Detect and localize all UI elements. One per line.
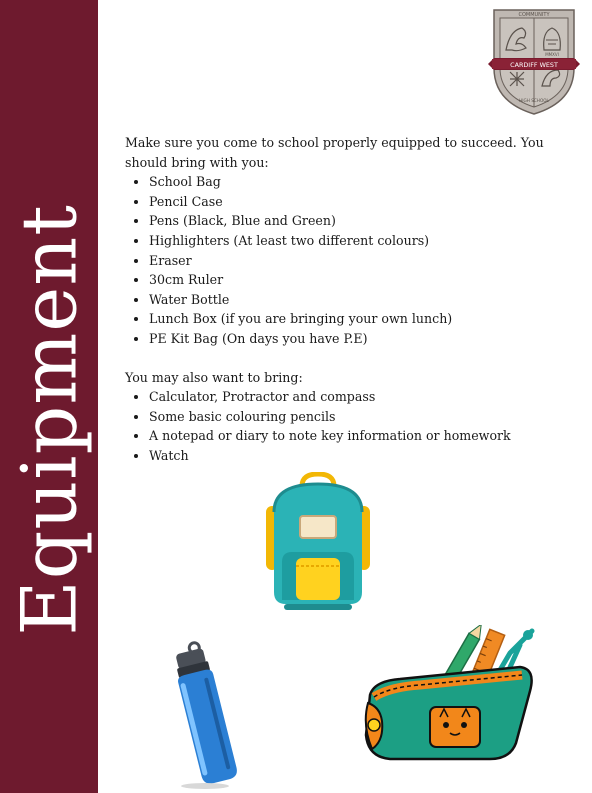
content — [125, 133, 580, 466]
sidebar — [0, 0, 98, 793]
list-item: • Highlighters (At least two different colours) — [149, 231, 580, 251]
required-items-list — [125, 172, 580, 348]
school-crest-logo — [488, 6, 580, 118]
list-item: • A notepad or diary to note key information or homework — [149, 426, 580, 446]
list-item: • Watch — [149, 446, 580, 466]
water-bottle-icon — [165, 640, 255, 790]
list-item: • Water Bottle — [149, 290, 580, 310]
list-item: • School Bag — [149, 172, 580, 192]
list-item: • Pencil Case — [149, 192, 580, 212]
list-item: • Some basic colouring pencils — [149, 407, 580, 427]
list-item: • Lunch Box (if you are bringing your own lunch) — [149, 309, 580, 329]
pencil-case-icon — [360, 625, 538, 765]
school-bag-icon — [262, 472, 374, 612]
optional-intro-text: You may also want to bring: — [125, 369, 303, 385]
list-item: • Eraser — [149, 251, 580, 271]
crest-banner-text: CARDIFF WEST — [510, 61, 558, 69]
list-item: • PE Kit Bag (On days you have P.E) — [149, 329, 580, 349]
crest-year-text: MMXVI — [545, 52, 559, 57]
crest-bottom-text: HIGH SCHOOL — [519, 98, 549, 103]
list-item: • Calculator, Protractor and compass — [149, 387, 580, 407]
crest-top-text: COMMUNITY — [518, 12, 550, 18]
intro-text: Make sure you come to school properly equipped to succeed. You should bring with you: — [125, 135, 544, 170]
page-title: Equipment — [4, 204, 94, 636]
list-item: • 30cm Ruler — [149, 270, 580, 290]
optional-items-list — [125, 387, 580, 465]
list-item: • Pens (Black, Blue and Green) — [149, 211, 580, 231]
